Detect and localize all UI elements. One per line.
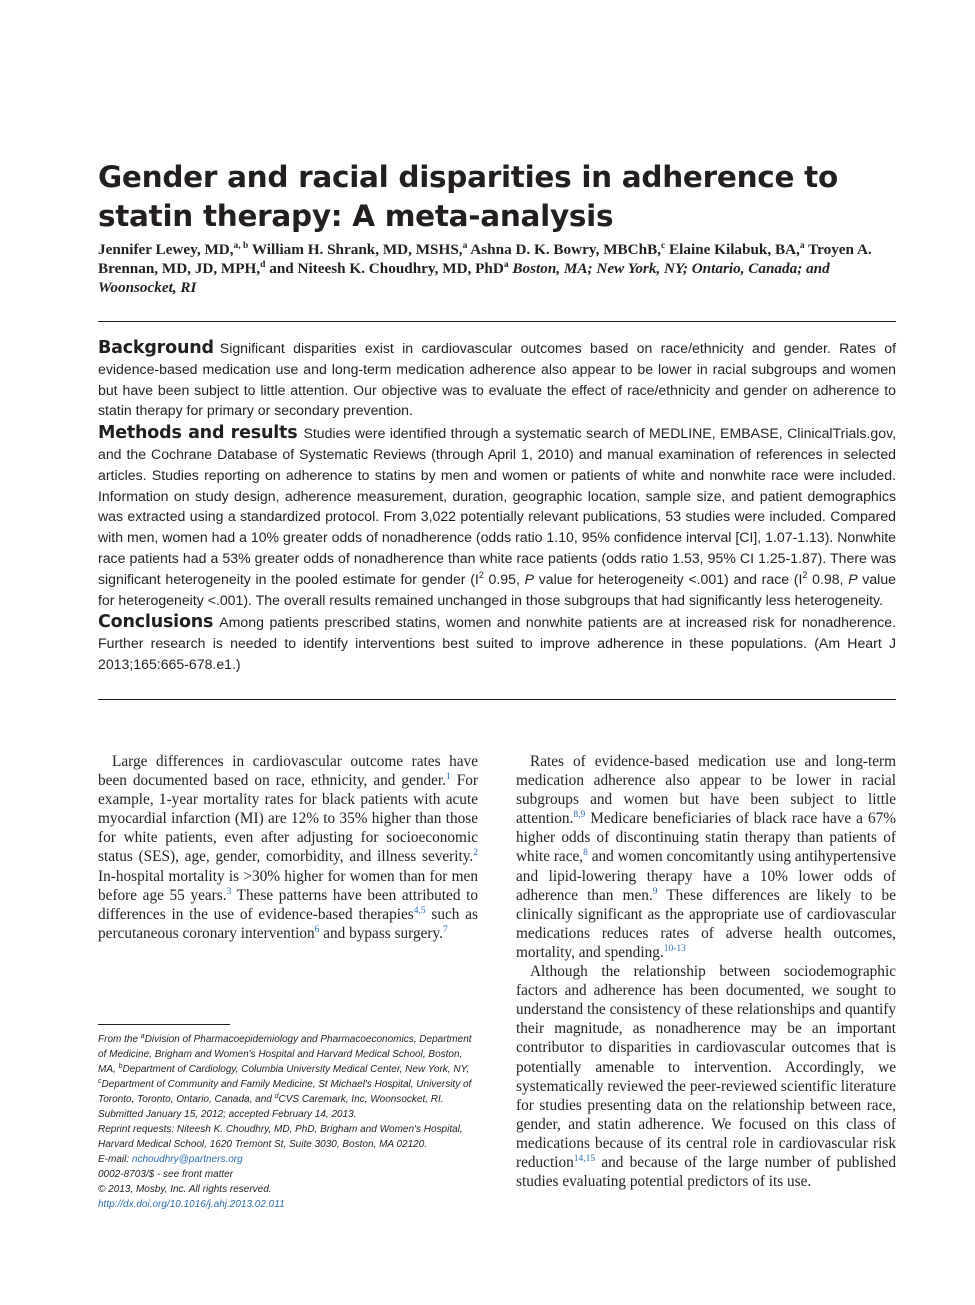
affiliation-text: Department of Community and Family Medicine, St Michael's Hospital, University of Toronto, Toronto, Ontario, Canada, and <box>98 1079 472 1105</box>
p-symbol: P <box>848 570 858 587</box>
body-text: Large differences in cardiovascular outcome rates have been documented based on race, ethnicity, and gender. <box>98 753 478 790</box>
affiliation-text: Department of Cardiology, Columbia University Medical Center, New York, NY, <box>122 1064 470 1075</box>
footnote-text: From the <box>98 1034 141 1045</box>
copyright-line: © 2013, Mosby, Inc. All rights reserved. <box>98 1184 272 1195</box>
doi-link[interactable]: http://dx.doi.org/10.1016/j.ahj.2013.02.011 <box>98 1199 285 1210</box>
affiliation-marker: a <box>799 241 805 251</box>
body-column-left <box>98 752 478 943</box>
body-text: For example, 1-year mortality rates for black patients with acute myocardial infarction (MI) are 12% to 35% higher than those for white patients, even after adjusting for socioeconomic status (SES), age, gender, comorbidity, and illness severity. <box>98 772 479 866</box>
body-column-right <box>516 752 896 1191</box>
reference-link[interactable]: 2 <box>473 848 478 859</box>
reference-link[interactable]: 3 <box>226 886 232 897</box>
body-text: and bypass surgery. <box>319 924 444 942</box>
body-paragraph <box>98 752 478 943</box>
reference-link[interactable]: 7 <box>443 924 448 935</box>
footnotes <box>98 1032 480 1212</box>
p-symbol: P <box>524 570 535 587</box>
body-text: These patterns have been attributed to differences in the use of evidence-based therapies <box>98 886 478 923</box>
abstract-conclusions <box>98 612 896 674</box>
abstract-methods <box>98 423 896 610</box>
affiliations <box>98 1032 480 1107</box>
background-heading: Background <box>98 338 214 358</box>
body-text: and women concomitantly using antihypertensive and lipid-lowering therapy have a 10% lower odds of adherence than men. <box>516 848 896 904</box>
affiliation-marker: a, b <box>233 241 249 251</box>
footnote-rule <box>98 1024 230 1025</box>
abstract <box>98 338 896 677</box>
affiliation-marker: a <box>140 1033 145 1040</box>
affiliation-marker: c <box>98 1078 102 1085</box>
conclusions-text: Among patients prescribed statins, women and nonwhite patients are at increased risk for nonadherence. Further research is needed to identify interventions best suited to improve adherence in these populations. (Am Heart J 2013;165:665-678.e1.) <box>98 614 896 672</box>
methods-text: value for heterogeneity <.001). The overall results remained unchanged in those subgroups that had significantly less heterogeneity. <box>98 570 896 608</box>
affiliation-marker: b <box>118 1063 123 1070</box>
article-title: Gender and racial disparities in adherence to statin therapy: A meta-analysis <box>98 160 838 233</box>
reference-link[interactable]: 8,9 <box>573 810 586 821</box>
reference-link[interactable]: 1 <box>446 772 451 783</box>
background-text: Significant disparities exist in cardiovascular outcomes based on race/ethnicity and gender. Rates of evidence-based medication use and long-term medication adherence also appear to be lower in racial subgroups and women but have been subject to little attention. Our objective was to evaluate the effect of race/ethnicity and gender on adherence to statin therapy for primary or secondary prevention. <box>98 340 896 419</box>
affiliation-marker: d <box>260 260 266 270</box>
reference-link[interactable]: 8 <box>583 848 588 859</box>
affiliation-marker: c <box>661 241 666 251</box>
reference-link[interactable]: 4,5 <box>413 905 426 916</box>
author-name: Ashna D. K. Bowry, MBChB, <box>470 241 662 258</box>
author-name: and Niteesh K. Choudhry, MD, PhD <box>269 260 504 277</box>
body-paragraph <box>516 962 896 1191</box>
superscript: 2 <box>478 569 484 580</box>
affiliation-text: CVS Caremark, Inc, Woonsocket, RI. <box>278 1094 444 1105</box>
abstract-background <box>98 338 896 421</box>
author-name: Elaine Kilabuk, BA, <box>669 241 800 258</box>
methods-text: value for heterogeneity <.001) and race (I <box>534 570 803 587</box>
superscript: 2 <box>802 569 808 580</box>
abstract-top-rule <box>98 321 896 322</box>
body-text: Rates of evidence-based medication use and long-term medication adherence also appear to be lower in racial subgroups and women but have been subject to little attention. <box>516 753 896 828</box>
methods-text: 0.95, <box>483 570 525 587</box>
author-name: William H. Shrank, MD, MSHS, <box>251 241 463 258</box>
body-text: These differences are likely to be clinically significant as the appropriate use of cardiovascular medications reduces rates of adverse health outcomes, mortality, and spending. <box>516 886 896 961</box>
methods-heading: Methods and results <box>98 423 298 444</box>
affiliation-text: Division of Pharmacoepidemiology and Pharmacoeconomics, Department of Medicine, Brigham and Women's Hospital and Harvard Medical School, Boston, MA, <box>98 1034 472 1075</box>
reprint-requests: Reprint requests: Niteesh K. Choudhry, MD, PhD, Brigham and Women's Hospital, Harvard Medical School, 1620 Tremont St, Suite 3030, Boston, MA 02120. <box>98 1124 463 1150</box>
methods-text: 0.98, <box>807 570 849 587</box>
body-paragraph <box>516 752 896 962</box>
body-text: In-hospital mortality is >30% higher for women than for men before age 55 years. <box>98 867 478 904</box>
body-text: and because of the large number of published studies evaluating potential predictors of its use. <box>516 1153 896 1191</box>
conclusions-heading: Conclusions <box>98 612 214 633</box>
body-text: such as percutaneous coronary intervention <box>98 905 478 942</box>
body-text: Although the relationship between sociodemographic factors and adherence has been documented, we sought to understand the consistency of these relationships and quantify their magnitude, as nonadherence may be an important contributor to disparities in cardiovascular outcomes that is potentially amenable to intervention. Accordingly, we systematically reviewed the peer-reviewed scientific literature for studies presenting data on the relationship between race, gender, and statin adherence. We focused on this class of medications because of its central role in cardiovascular risk reduction <box>516 963 896 1171</box>
affiliation-marker: a <box>462 241 468 251</box>
author-locations: Boston, MA; New York, NY; Ontario, Canada; and Woonsocket, RI <box>98 260 830 296</box>
reference-link[interactable]: 9 <box>652 886 658 897</box>
email-link[interactable]: nchoudhry@partners.org <box>131 1154 243 1165</box>
reference-link[interactable]: 10-13 <box>663 943 686 954</box>
affiliation-marker: d <box>274 1093 279 1100</box>
contact-email <box>98 1152 480 1167</box>
body-text: Medicare beneficiaries of black race have a 67% higher odds of discontinuing statin therapy than patients of white race, <box>516 810 896 866</box>
reference-link[interactable]: 14,15 <box>573 1153 596 1164</box>
submission-dates: Submitted January 15, 2012; accepted February 14, 2013. <box>98 1109 357 1120</box>
affiliation-marker: a <box>503 260 509 270</box>
issn-line: 0002-8703/$ - see front matter <box>98 1169 234 1180</box>
author-name: Jennifer Lewey, MD, <box>98 241 234 258</box>
author-list <box>98 240 898 297</box>
author-name: Troyen A. Brennan, MD, JD, MPH, <box>98 241 872 277</box>
abstract-bottom-rule <box>98 699 896 700</box>
methods-text: Studies were identified through a systematic search of MEDLINE, EMBASE, ClinicalTrials.gov, and the Cochrane Database of Systematic Reviews (through April 1, 2010) and manual examination of references in selected articles. Studies reporting on adherence to statins by men and women or patients of white and nonwhite race were included. Information on study design, adherence measurement, duration, geographic location, sample size, and patient demographics was extracted using a standardized protocol. From 3,022 potentially relevant publications, 53 studies were included. Compared with men, women had a 10% greater odds of nonadherence (odds ratio 1.10, 95% confidence interval [CI], 1.07-1.13). Nonwhite race patients had a 53% greater odds of nonadherence than white race patients (odds ratio 1.53, 95% CI 1.25-1.87). There was significant heterogeneity in the pooled estimate for gender (I <box>98 425 896 587</box>
email-label: E-mail: <box>98 1154 132 1165</box>
reference-link[interactable]: 6 <box>314 924 320 935</box>
